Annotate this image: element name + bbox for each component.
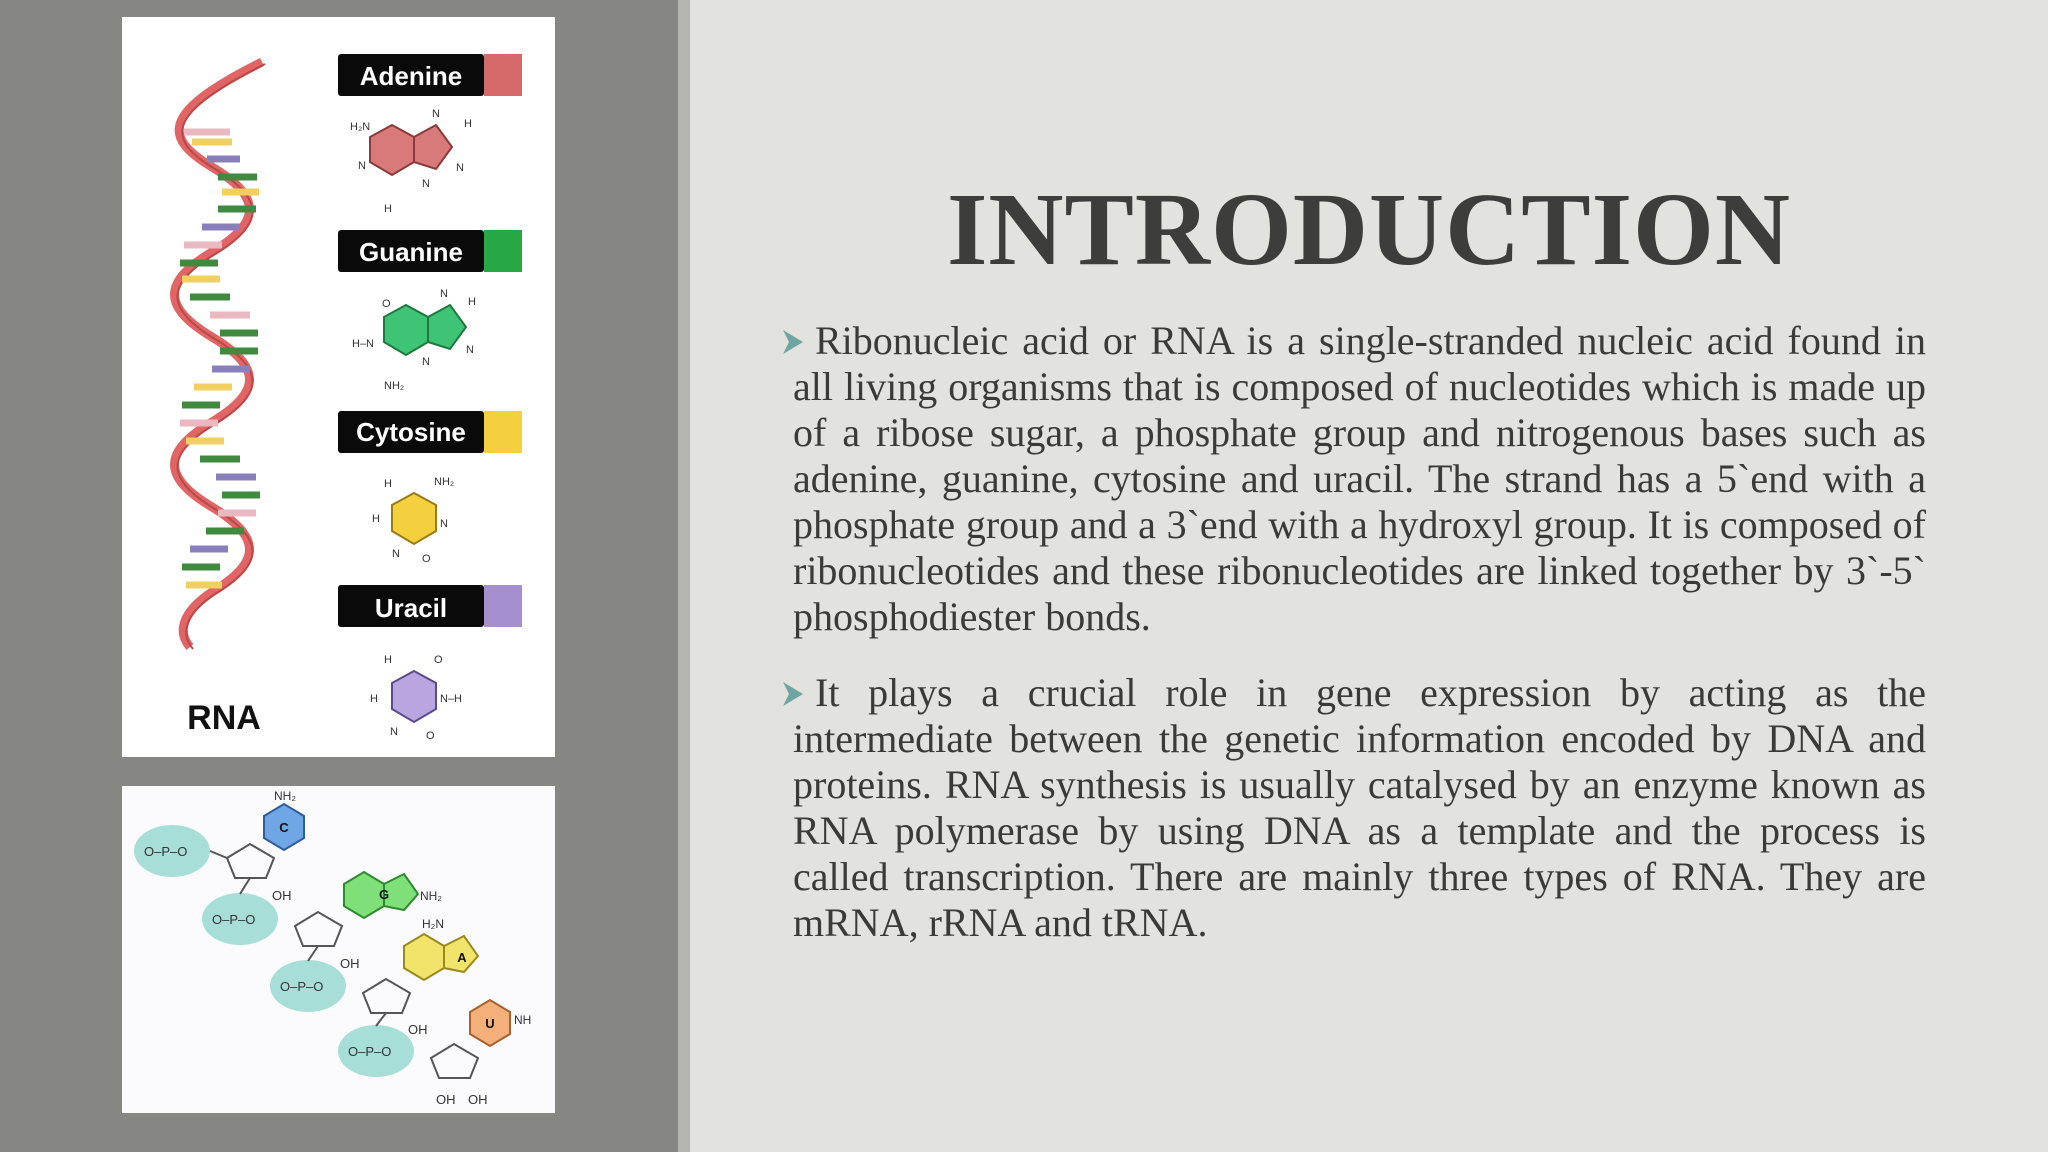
- svg-text:OH: OH: [436, 1092, 456, 1107]
- bullet-1-text: Ribonucleic acid or RNA is a single-stranded nucleic acid found in all living organisms that is composed of nucleotides which is made up of a ribose sugar, a phosphate group and nitrogenous bases such as adenine, guanine, cytosine and uracil. The strand has a 5`end with a phosphate group and a 3`end with a hydroxyl group. It is composed of ribonucleotides and these ribonucleotides are linked together by 3`-5` phosphodiester bonds.: [793, 318, 1926, 639]
- panel-divider: [678, 0, 690, 1152]
- nucleotide-chain-svg: [122, 786, 555, 1113]
- svg-text:NH: NH: [514, 1013, 532, 1027]
- svg-text:H: H: [372, 513, 380, 525]
- svg-text:C: C: [279, 820, 289, 835]
- svg-text:N: N: [456, 162, 464, 174]
- svg-text:H: H: [468, 296, 476, 308]
- base-u: [470, 1000, 531, 1046]
- svg-text:Uracil: Uracil: [374, 593, 448, 623]
- svg-text:H–N: H–N: [352, 338, 375, 350]
- svg-text:O–P–O: O–P–O: [144, 844, 188, 859]
- base-a: [404, 917, 478, 980]
- base-label-guanine: [338, 230, 522, 272]
- svg-text:O: O: [426, 730, 435, 742]
- svg-text:N–H: N–H: [440, 693, 463, 705]
- base-label-cytosine: [338, 411, 522, 453]
- slide-title: INTRODUCTION: [946, 172, 1792, 287]
- svg-text:N: N: [432, 108, 440, 120]
- adenine-molecule: [350, 108, 472, 215]
- svg-text:N: N: [440, 288, 448, 300]
- svg-text:OH: OH: [408, 1022, 428, 1037]
- svg-text:OH: OH: [340, 956, 360, 971]
- svg-text:H: H: [384, 203, 392, 215]
- arrow-bullet-icon: [781, 328, 805, 356]
- guanine-molecule: [352, 288, 476, 392]
- base-label-adenine: [338, 54, 522, 96]
- svg-text:NH₂: NH₂: [274, 789, 296, 803]
- cytosine-molecule: [372, 476, 454, 565]
- phosphate-groups: [134, 825, 414, 1077]
- svg-text:H: H: [464, 118, 472, 130]
- svg-text:O: O: [434, 654, 443, 666]
- svg-text:O: O: [422, 553, 431, 565]
- svg-text:H: H: [370, 693, 378, 705]
- svg-text:N: N: [358, 160, 366, 172]
- bullet-1: [793, 318, 1926, 640]
- svg-text:N: N: [392, 548, 400, 560]
- svg-text:A: A: [457, 950, 467, 965]
- uracil-molecule: [370, 654, 462, 742]
- base-label-uracil: [338, 585, 522, 627]
- svg-text:O–P–O: O–P–O: [212, 912, 256, 927]
- base-g: [344, 872, 442, 918]
- svg-text:Cytosine: Cytosine: [356, 417, 466, 447]
- svg-text:NH₂: NH₂: [420, 889, 442, 903]
- rna-bases-svg: [122, 17, 555, 757]
- svg-text:N: N: [422, 178, 430, 190]
- rna-bases-illustration: [122, 17, 555, 757]
- svg-text:N: N: [466, 344, 474, 356]
- svg-text:NH₂: NH₂: [434, 476, 455, 488]
- bullet-2-text: It plays a crucial role in gene expression by acting as the intermediate between the genetic information encoded by DNA and proteins. RNA synthesis is usually catalysed by an enzyme known as RNA polymerase by using DNA as a template and the process is called transcription. There are mainly three types of RNA. They are mRNA, rRNA and tRNA.: [793, 670, 1926, 945]
- svg-text:NH₂: NH₂: [384, 380, 405, 392]
- nucleotide-chain-illustration: [122, 786, 555, 1113]
- rna-label: RNA: [187, 699, 261, 737]
- svg-text:Adenine: Adenine: [359, 61, 463, 91]
- svg-text:O: O: [382, 298, 391, 310]
- svg-text:OH: OH: [272, 888, 292, 903]
- svg-text:H₂N: H₂N: [422, 917, 444, 931]
- base-c: [264, 789, 304, 850]
- arrow-bullet-icon: [781, 680, 805, 708]
- svg-text:N: N: [390, 726, 398, 738]
- svg-text:O–P–O: O–P–O: [348, 1044, 392, 1059]
- svg-text:N: N: [422, 356, 430, 368]
- svg-text:G: G: [378, 887, 390, 902]
- svg-text:Guanine: Guanine: [358, 237, 464, 267]
- svg-text:H: H: [384, 478, 392, 490]
- rna-helix: [175, 62, 266, 649]
- svg-text:H₂N: H₂N: [350, 121, 371, 133]
- svg-text:OH: OH: [468, 1092, 488, 1107]
- svg-text:N: N: [440, 518, 448, 530]
- svg-text:U: U: [485, 1016, 495, 1031]
- svg-text:H: H: [384, 654, 392, 666]
- bullet-2: [793, 670, 1926, 946]
- svg-text:O–P–O: O–P–O: [280, 979, 324, 994]
